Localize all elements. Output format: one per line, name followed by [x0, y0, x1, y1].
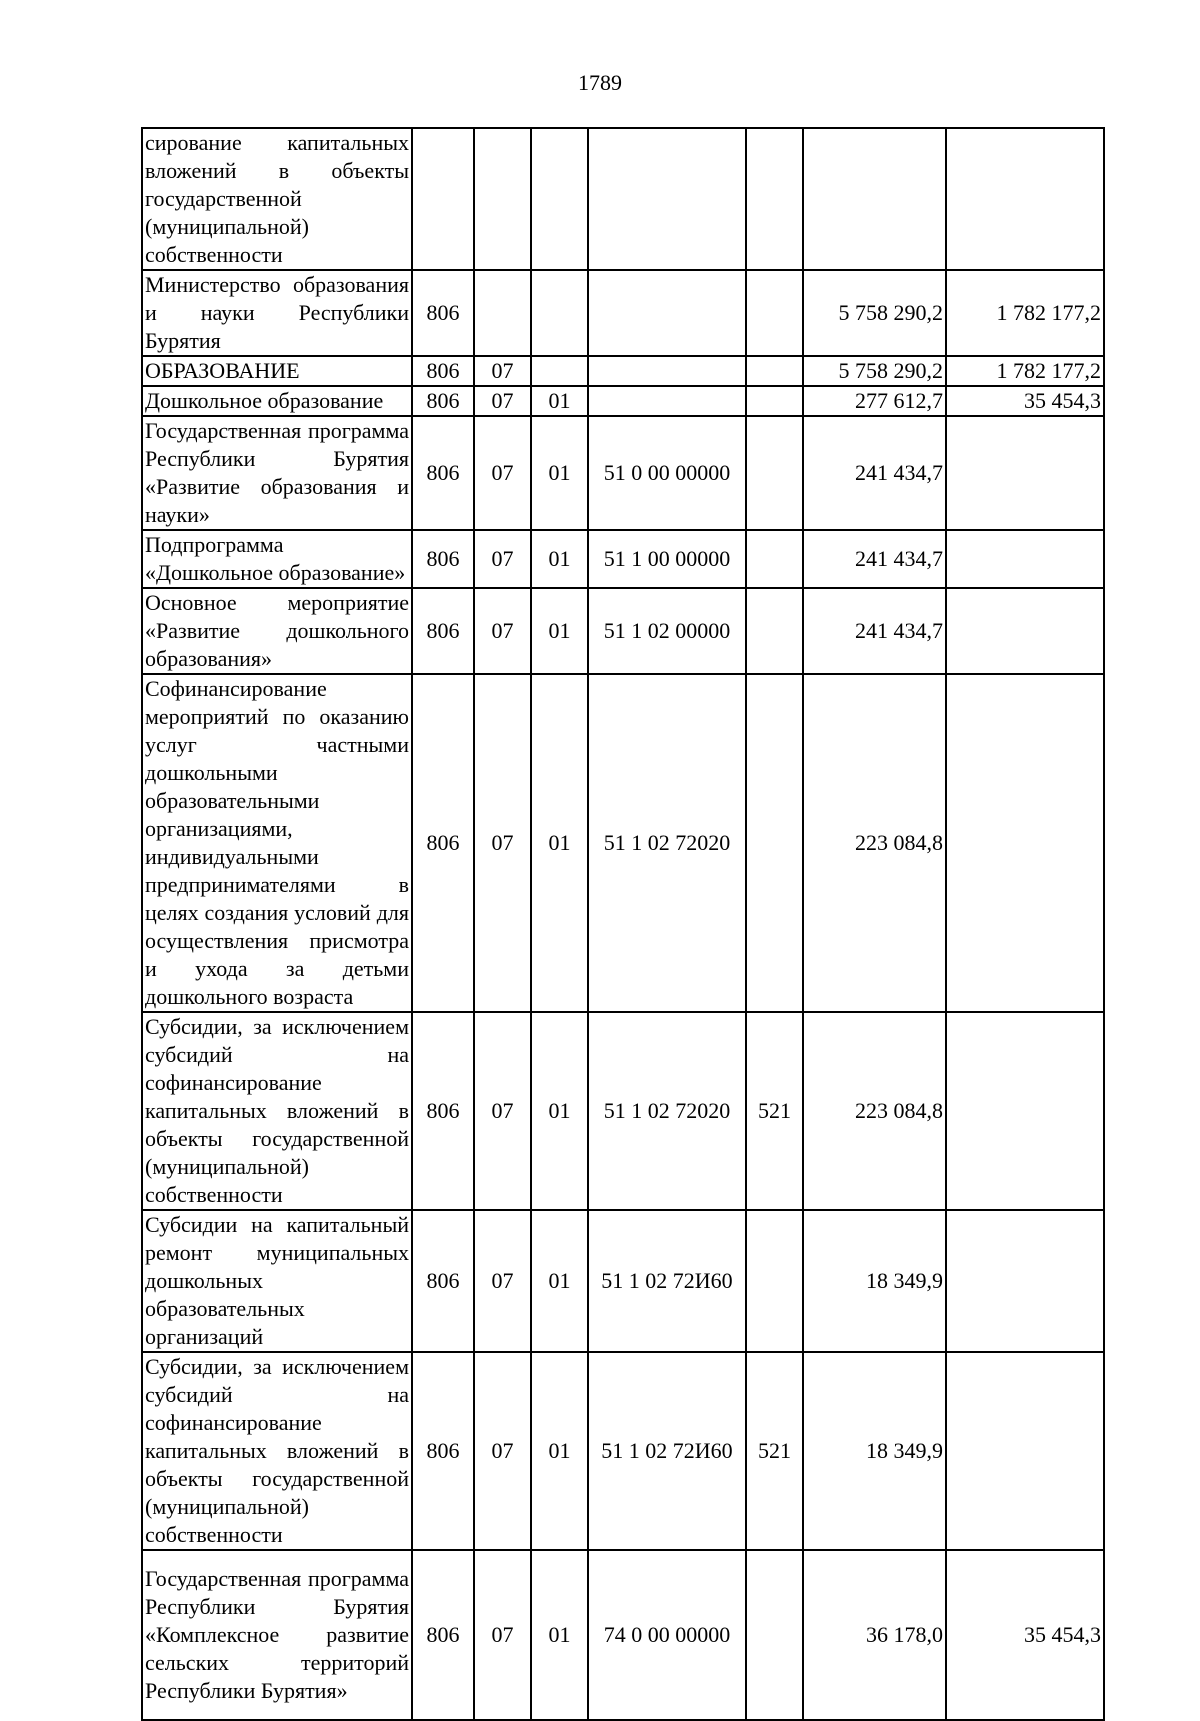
csr-cell: 51 1 02 00000: [588, 588, 746, 674]
ved-cell: 806: [412, 416, 474, 530]
ved-cell: 806: [412, 386, 474, 416]
table-row: [142, 356, 1104, 386]
sum2-cell: [946, 1012, 1104, 1210]
row-name-cell: Субсидии, за исключением субсидий на софинансирование капитальных вложений в объекты государственной (муниципальной) собственности: [142, 1352, 412, 1550]
ved-cell: 806: [412, 1210, 474, 1352]
ved-cell: 806: [412, 530, 474, 588]
rz-cell: 07: [474, 416, 531, 530]
table-row: [142, 530, 1104, 588]
sum2-cell: 1 782 177,2: [946, 270, 1104, 356]
csr-cell: [588, 128, 746, 270]
sum2-cell: [946, 588, 1104, 674]
rz-cell: [474, 128, 531, 270]
page-number: 1789: [578, 70, 622, 95]
rz-cell: 07: [474, 1012, 531, 1210]
table-row: [142, 1550, 1104, 1720]
csr-cell: [588, 356, 746, 386]
csr-cell: 51 1 02 72И60: [588, 1352, 746, 1550]
pr-cell: [531, 128, 588, 270]
row-name-cell: Дошкольное образование: [142, 386, 412, 416]
rz-cell: 07: [474, 674, 531, 1012]
sum1-cell: 223 084,8: [803, 1012, 946, 1210]
vr-cell: [746, 530, 803, 588]
row-name-cell: Субсидии на капитальный ремонт муниципальных дошкольных образовательных организаций: [142, 1210, 412, 1352]
table-row: [142, 588, 1104, 674]
rz-cell: 07: [474, 1550, 531, 1720]
sum1-cell: 5 758 290,2: [803, 270, 946, 356]
table-row: [142, 416, 1104, 530]
sum2-cell: [946, 530, 1104, 588]
vr-cell: [746, 356, 803, 386]
row-name-cell: Государственная программа Республики Бурятия «Развитие образования и науки»: [142, 416, 412, 530]
vr-cell: 521: [746, 1352, 803, 1550]
pr-cell: [531, 270, 588, 356]
table-row: [142, 1012, 1104, 1210]
rz-cell: 07: [474, 588, 531, 674]
vr-cell: [746, 128, 803, 270]
sum2-cell: [946, 128, 1104, 270]
vr-cell: [746, 1210, 803, 1352]
rz-cell: 07: [474, 530, 531, 588]
sum1-cell: 36 178,0: [803, 1550, 946, 1720]
pr-cell: 01: [531, 1012, 588, 1210]
ved-cell: 806: [412, 588, 474, 674]
ved-cell: [412, 128, 474, 270]
ved-cell: 806: [412, 1012, 474, 1210]
sum1-cell: 18 349,9: [803, 1352, 946, 1550]
sum1-cell: 277 612,7: [803, 386, 946, 416]
sum2-cell: [946, 416, 1104, 530]
pr-cell: [531, 356, 588, 386]
rz-cell: 07: [474, 1210, 531, 1352]
sum1-cell: 241 434,7: [803, 530, 946, 588]
row-name-cell: Основное мероприятие «Развитие дошкольного образования»: [142, 588, 412, 674]
vr-cell: [746, 674, 803, 1012]
vr-cell: [746, 386, 803, 416]
vr-cell: [746, 416, 803, 530]
row-name-cell: Министерство образования и науки Республики Бурятия: [142, 270, 412, 356]
sum2-cell: [946, 674, 1104, 1012]
pr-cell: 01: [531, 416, 588, 530]
rz-cell: 07: [474, 356, 531, 386]
csr-cell: 51 1 00 00000: [588, 530, 746, 588]
csr-cell: [588, 270, 746, 356]
ved-cell: 806: [412, 270, 474, 356]
pr-cell: 01: [531, 588, 588, 674]
csr-cell: 74 0 00 00000: [588, 1550, 746, 1720]
sum1-cell: 18 349,9: [803, 1210, 946, 1352]
rz-cell: [474, 270, 531, 356]
rz-cell: 07: [474, 1352, 531, 1550]
vr-cell: [746, 588, 803, 674]
csr-cell: 51 0 00 00000: [588, 416, 746, 530]
sum2-cell: 35 454,3: [946, 386, 1104, 416]
sum1-cell: [803, 128, 946, 270]
vr-cell: 521: [746, 1012, 803, 1210]
pr-cell: 01: [531, 530, 588, 588]
sum2-cell: 1 782 177,2: [946, 356, 1104, 386]
sum1-cell: 223 084,8: [803, 674, 946, 1012]
csr-cell: 51 1 02 72020: [588, 1012, 746, 1210]
row-name-cell: Софинансирование мероприятий по оказанию услуг частными дошкольными образовательными организациями, индивидуальными предпринимателями в целях создания условий для осуществления присмотра и ухода за детьми дошкольного возраста: [142, 674, 412, 1012]
csr-cell: 51 1 02 72И60: [588, 1210, 746, 1352]
pr-cell: 01: [531, 674, 588, 1012]
sum2-cell: 35 454,3: [946, 1550, 1104, 1720]
sum1-cell: 241 434,7: [803, 416, 946, 530]
pr-cell: 01: [531, 386, 588, 416]
ved-cell: 806: [412, 356, 474, 386]
vr-cell: [746, 270, 803, 356]
budget-table: [141, 127, 1105, 1721]
ved-cell: 806: [412, 1352, 474, 1550]
vr-cell: [746, 1550, 803, 1720]
table-row: [142, 1352, 1104, 1550]
row-name-cell: Субсидии, за исключением субсидий на софинансирование капитальных вложений в объекты государственной (муниципальной) собственности: [142, 1012, 412, 1210]
ved-cell: 806: [412, 674, 474, 1012]
table-row: [142, 270, 1104, 356]
row-name-cell: сирование капитальных вложений в объекты государственной (муниципальной) собственности: [142, 128, 412, 270]
ved-cell: 806: [412, 1550, 474, 1720]
row-name-cell: ОБРАЗОВАНИЕ: [142, 356, 412, 386]
rz-cell: 07: [474, 386, 531, 416]
pr-cell: 01: [531, 1550, 588, 1720]
row-name-cell: Подпрограмма «Дошкольное образование»: [142, 530, 412, 588]
sum1-cell: 5 758 290,2: [803, 356, 946, 386]
sum2-cell: [946, 1352, 1104, 1550]
csr-cell: 51 1 02 72020: [588, 674, 746, 1012]
row-name-cell: Государственная программа Республики Бурятия «Комплексное развитие сельских территорий Республики Бурятия»: [142, 1550, 412, 1720]
pr-cell: 01: [531, 1210, 588, 1352]
table-row: [142, 1210, 1104, 1352]
sum2-cell: [946, 1210, 1104, 1352]
table-row: [142, 128, 1104, 270]
csr-cell: [588, 386, 746, 416]
pr-cell: 01: [531, 1352, 588, 1550]
table-row: [142, 674, 1104, 1012]
table-row: [142, 386, 1104, 416]
sum1-cell: 241 434,7: [803, 588, 946, 674]
